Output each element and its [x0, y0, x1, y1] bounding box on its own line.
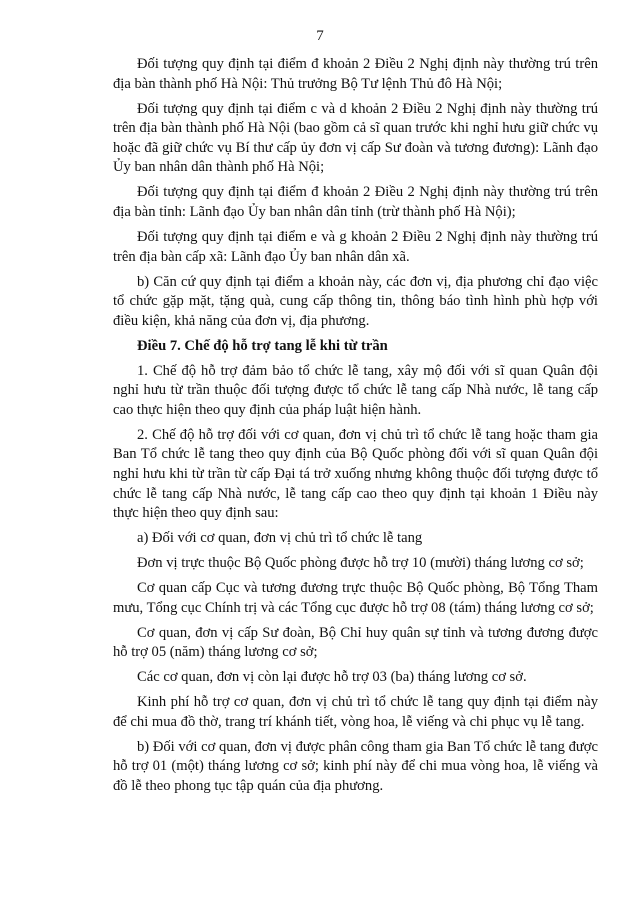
paragraph-clause-2: 2. Chế độ hỗ trợ đối với cơ quan, đơn vị chủ trì tổ chức lễ tang hoặc tham gia Ban Tổ chức lễ tang theo quy định của Bộ Quốc phòng đối với sĩ quan Quân đội nghỉ hưu khi từ trần từ cấp Đại tá trở xuống nhưng không thuộc đối tượng được tổ chức lễ tang cấp Nhà nước, lễ tang cấp cao theo quy định tại khoản 1 Điều này thực hiện theo quy định sau: [113, 426, 598, 522]
paragraph-province-leadership: Đối tượng quy định tại điểm đ khoản 2 Điều 2 Nghị định này thường trú trên địa bàn tỉnh: Lãnh đạo Ủy ban nhân dân tỉnh (trừ thành phố Hà Nội); [113, 184, 598, 220]
paragraph-department-support: Cơ quan cấp Cục và tương đương trực thuộc Bộ Quốc phòng, Bộ Tổng Tham mưu, Tổng cục Chính trị và các Tổng cục được hỗ trợ 08 (tám) tháng lương cơ sở; [113, 580, 598, 616]
article-7-heading: Điều 7. Chế độ hỗ trợ tang lễ khi từ trần [137, 337, 388, 354]
paragraph-division-support: Cơ quan, đơn vị cấp Sư đoàn, Bộ Chỉ huy quân sự tỉnh và tương đương được hỗ trợ 05 (năm) tháng lương cơ sở; [113, 624, 598, 661]
page-number: 7 [316, 28, 324, 44]
paragraph-commune-leadership: Đối tượng quy định tại điểm e và g khoản 2 Điều 2 Nghị định này thường trú trên địa bàn cấp xã: Lãnh đạo Ủy ban nhân dân xã. [113, 228, 598, 265]
paragraph-clause-1: 1. Chế độ hỗ trợ đảm bảo tổ chức lễ tang, xây mộ đối với sĩ quan Quân đội nghỉ hưu từ trần thuộc đối tượng được tổ chức lễ tang cấp Nhà nước, lễ tang cấp cao thực hiện theo quy định của pháp luật hiện hành. [113, 362, 598, 418]
paragraph-point-a: a) Đối với cơ quan, đơn vị chủ trì tổ chức lễ tang [137, 530, 423, 547]
paragraph-point-b-local-units: b) Căn cứ quy định tại điểm a khoản này, các đơn vị, địa phương chỉ đạo việc tổ chức gặp mặt, tặng quà, cung cấp thông tin, thông báo tình hình phù hợp với điều kiện, khả năng của đơn vị, địa phương. [113, 273, 598, 329]
document-body [113, 55, 598, 802]
paragraph-ha-noi-commander: Đối tượng quy định tại điểm đ khoản 2 Điều 2 Nghị định này thường trú trên địa bàn thành phố Hà Nội: Thủ trưởng Bộ Tư lệnh Thủ đô Hà Nội; [113, 56, 598, 92]
paragraph-other-units-support: Các cơ quan, đơn vị còn lại được hỗ trợ 03 (ba) tháng lương cơ sở. [137, 669, 527, 686]
paragraph-point-b-funeral-committee: b) Đối với cơ quan, đơn vị được phân công tham gia Ban Tổ chức lễ tang được hỗ trợ 01 (một) tháng lương cơ sở; kinh phí này để chi mua vòng hoa, lễ viếng và đồ lễ theo phong tục tập quán của địa phương. [113, 738, 598, 795]
paragraph-ministry-unit-support: Đơn vị trực thuộc Bộ Quốc phòng được hỗ trợ 10 (mười) tháng lương cơ sở; [137, 555, 584, 572]
paragraph-ha-noi-people-committee: Đối tượng quy định tại điểm c và d khoản 2 Điều 2 Nghị định này thường trú trên địa bàn thành phố Hà Nội (bao gồm cả sĩ quan trước khi nghỉ hưu giữ chức vụ hoặc đã giữ chức vụ Bí thư cấp ủy đơn vị cấp Sư đoàn và tương đương): Lãnh đạo Ủy ban nhân dân thành phố Hà Nội; [113, 100, 598, 176]
paragraph-funding-purpose: Kinh phí hỗ trợ cơ quan, đơn vị chủ trì tổ chức lễ tang quy định tại điểm này để chi mua đồ thờ, trang trí khánh tiết, vòng hoa, lễ viếng và chi phục vụ lễ tang. [113, 694, 598, 730]
